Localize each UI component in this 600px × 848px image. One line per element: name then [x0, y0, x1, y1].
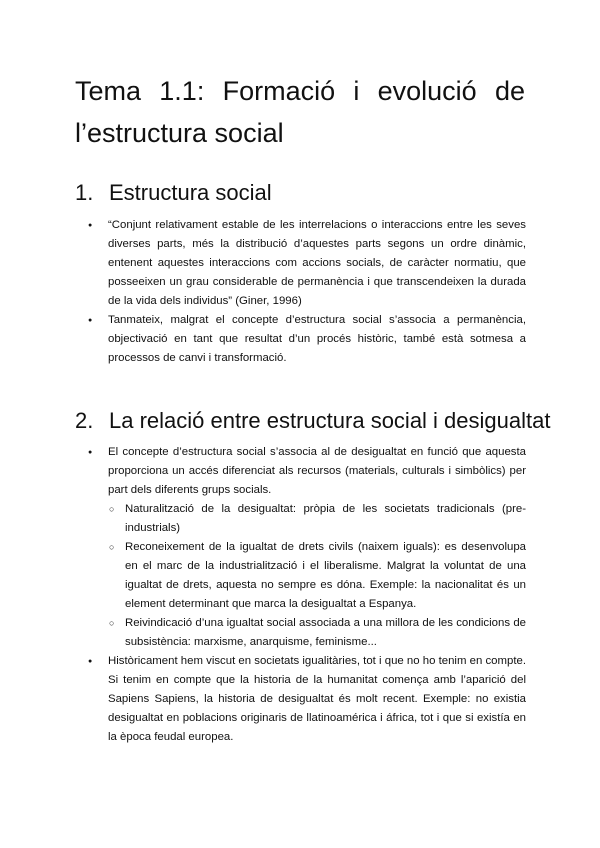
section-1-heading — [75, 180, 272, 206]
sub-list-item: ○ Reconeixement de la igualtat de drets civils (naixem iguals): es desenvolupa en el marc de la industrialització i el liberalisme. Malgrat la voluntat de una igualtat de drets, aquesta no sempre es dóna. Exemple: la nacionalitat és un element determinant que marca la desigualtat a Espanya. — [125, 538, 526, 614]
page-title — [75, 70, 525, 154]
section-1-title: Estructura social — [109, 180, 272, 205]
sub-list — [108, 500, 526, 652]
section-2-number: 2. — [75, 408, 94, 433]
list-item: ● Històricament hem viscut en societats igualitàries, tot i que no ho tenim en compte. Si tenim en compte que la historia de la humanitat comença amb l’aparició del Sapiens Sapiens, la historia de desigualtat és molt recent. Exemple: no existia desigualtat en poblacions originaris de llatinoamérica i áfrica, tot i que si existía en la època feudal europea. — [108, 652, 526, 747]
section-2-list — [108, 443, 526, 747]
list-item: ● “Conjunt relativament estable de les interrelacions o interaccions entre les seves diverses parts, més la distribució d’aquestes parts segons un ordre dinàmic, entenent aquestes interaccions com accions socials, de caràcter normatiu, que posseeixen un grau considerable de permanència i que transcendeixen la durada de la vida dels individus” (Giner, 1996) — [108, 216, 526, 311]
list-item-text: El concepte d’estructura social s’associa al de desigualtat en funció que aquesta proporciona un accés diferenciat als recursos (materials, culturals i simbòlics) per part dels diferents grups socials. — [108, 446, 526, 496]
sub-list-item: ○ Reivindicació d’una igualtat social associada a una millora de les condicions de subsistència: marxisme, anarquisme, feminisme... — [125, 614, 526, 652]
section-1-list — [108, 216, 526, 368]
section-1-number: 1. — [75, 180, 94, 205]
list-item: ● Tanmateix, malgrat el concepte d’estructura social s’associa a permanència, objectivació en tant que resultat d’un procés històric, també està sotmesa a processos de canvi i transformació. — [108, 311, 526, 368]
title-line-1: Tema 1.1: Formació i evolució de — [75, 76, 525, 106]
section-2-title: La relació entre estructura social i desigualtat — [109, 408, 551, 433]
title-line-2: l’estructura social — [75, 118, 284, 148]
sub-list-item: ○ Naturalització de la desigualtat: pròpia de les societats tradicionals (pre-industrials) — [125, 500, 526, 538]
section-2-heading — [75, 408, 550, 434]
list-item — [108, 443, 526, 652]
